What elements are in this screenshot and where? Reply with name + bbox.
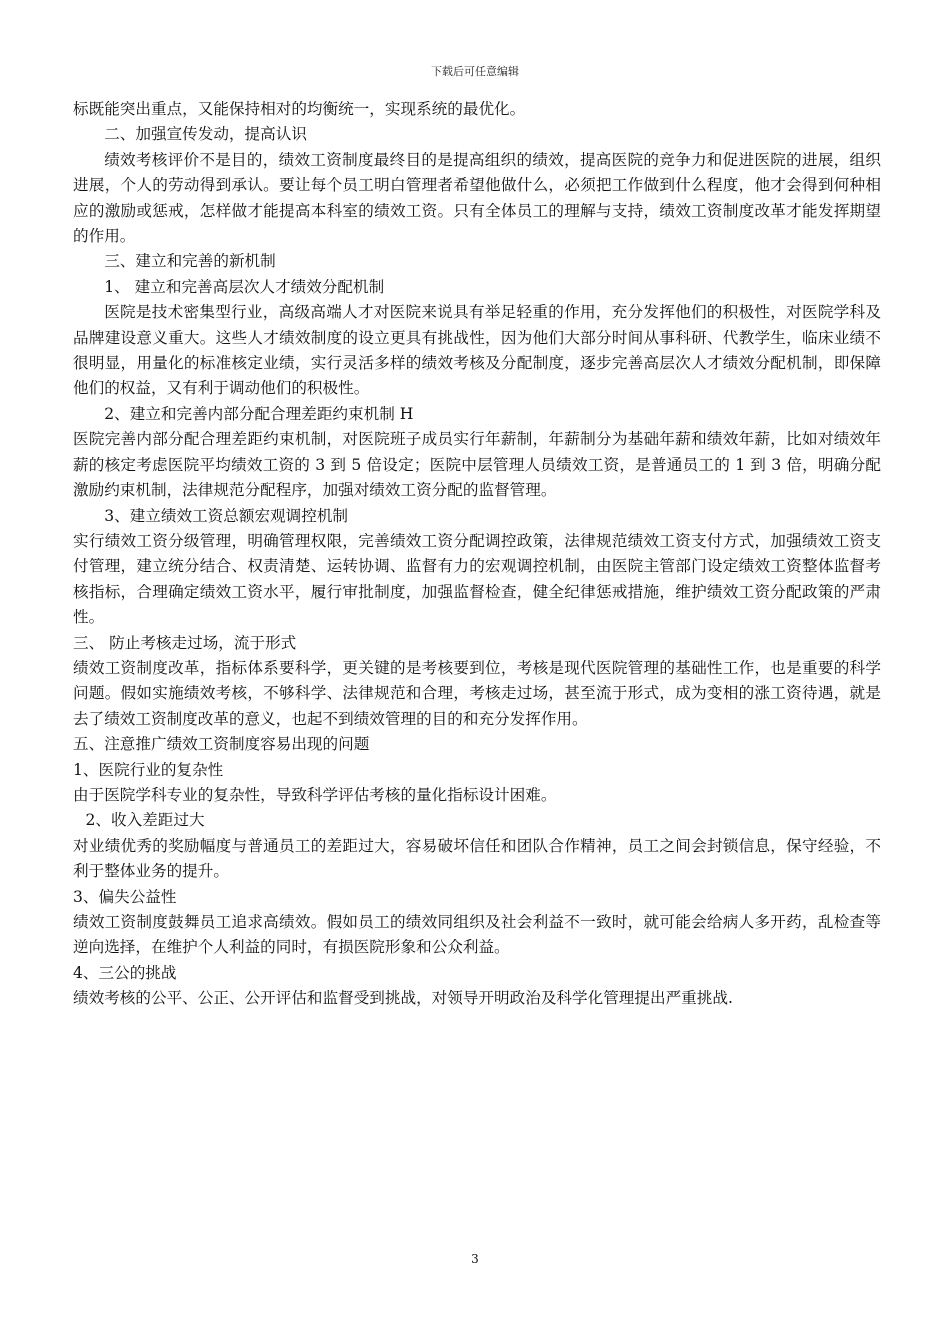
section-heading: 五、注意推广绩效工资制度容易出现的问题 xyxy=(73,735,370,754)
subsection-heading: 4、三公的挑战 xyxy=(73,963,177,982)
paragraph: 对业绩优秀的奖励幅度与普通员工的差距过大，容易破坏信任和团队合作精神，员工之间会封锁信息，保守经验，不利于整体业务的提升。 xyxy=(73,836,881,881)
paragraph: 实行绩效工资分级管理，明确管理权限，完善绩效工资分配调控政策，法律规范绩效工资支付方式，加强绩效工资支付管理，建立统分结合、权责清楚、运转协调、监督有力的宏观调控机制，由医院主管部门设定绩效工资整体监督考核指标，合理确定绩效工资水平，履行审批制度，加强监督检查，健全纪律惩戒措施，维护绩效工资分配政策的严肃性。 xyxy=(73,531,881,627)
paragraph: 由于医院学科专业的复杂性，导致科学评估考核的量化指标设计困难。 xyxy=(73,785,557,804)
paragraph: 医院完善内部分配合理差距约束机制，对医院班子成员实行年薪制，年薪制分为基础年薪和绩效年薪，比如对绩效年薪的核定考虑医院平均绩效工资的 3 到 5 倍设定；医院中层管理人员绩效工资，是普通员工的 1 到 3 倍，明确分配激励约束机制，法律规范分配程序，加强对绩效工资分配的监督管理。 xyxy=(73,430,881,500)
document-body xyxy=(73,97,881,1012)
page-header: 下载后可任意编辑 xyxy=(431,65,519,78)
subsection-heading: 2、收入差距过大 xyxy=(85,811,205,830)
subsection-heading: 3、建立绩效工资总额宏观调控机制 xyxy=(104,506,349,525)
paragraph: 绩效工资制度鼓舞员工追求高绩效。假如员工的绩效同组织及社会利益不一致时，就可能会给病人多开药，乱检查等逆向选择，在维护个人利益的同时，有损医院形象和公众利益。 xyxy=(73,913,881,957)
paragraph: 绩效考核评价不是目的，绩效工资制度最终目的是提高组织的绩效，提高医院的竞争力和促进医院的进展，组织进展，个人的劳动得到承认。要让每个员工明白管理者希望他做什么，必须把工作做到什么程度，他才会得到何种相应的激励或惩戒，怎样做才能提高本科室的绩效工资。只有全体员工的理解与支持，绩效工资制度改革才能发挥期望的作用。 xyxy=(73,150,881,246)
section-heading: 三、 防止考核走过场，流于形式 xyxy=(73,633,297,652)
subsection-heading: 2、建立和完善内部分配合理差距约束机制 H xyxy=(104,404,414,423)
page-number: 3 xyxy=(471,1252,479,1266)
paragraph: 绩效工资制度改革，指标体系要科学，更关键的是考核要到位，考核是现代医院管理的基础性工作，也是重要的科学问题。假如实施绩效考核，不够科学、法律规范和合理，考核走过场，甚至流于形式，成为变相的涨工资待遇，就是去了绩效工资制度改革的意义，也起不到绩效管理的目的和充分发挥作用。 xyxy=(73,658,881,728)
paragraph: 绩效考核的公平、公正、公开评估和监督受到挑战，对领导开明政治及科学化管理提出严重挑战. xyxy=(73,989,733,1008)
subsection-heading: 3、偏失公益性 xyxy=(73,887,177,906)
subsection-heading: 1、医院行业的复杂性 xyxy=(73,760,224,779)
paragraph-continuation: 标既能突出重点，又能保持相对的均衡统一，实现系统的最优化。 xyxy=(73,100,526,118)
section-heading-3: 三、建立和完善的新机制 xyxy=(104,252,276,271)
subsection-heading: 1、 建立和完善高层次人才绩效分配机制 xyxy=(104,277,385,296)
section-heading-2: 二、加强宣传发动，提高认识 xyxy=(104,125,307,144)
paragraph: 医院是技术密集型行业，高级高端人才对医院来说具有举足轻重的作用，充分发挥他们的积极性，对医院学科及品牌建设意义重大。这些人才绩效制度的设立更具有挑战性，因为他们大部分时间从事科研、代教学生，临床业绩不很明显，用量化的标准核定业绩，实行灵活多样的绩效考核及分配制度，逐步完善高层次人才绩效分配机制，即保障他们的权益，又有利于调动他们的积极性。 xyxy=(73,303,881,398)
